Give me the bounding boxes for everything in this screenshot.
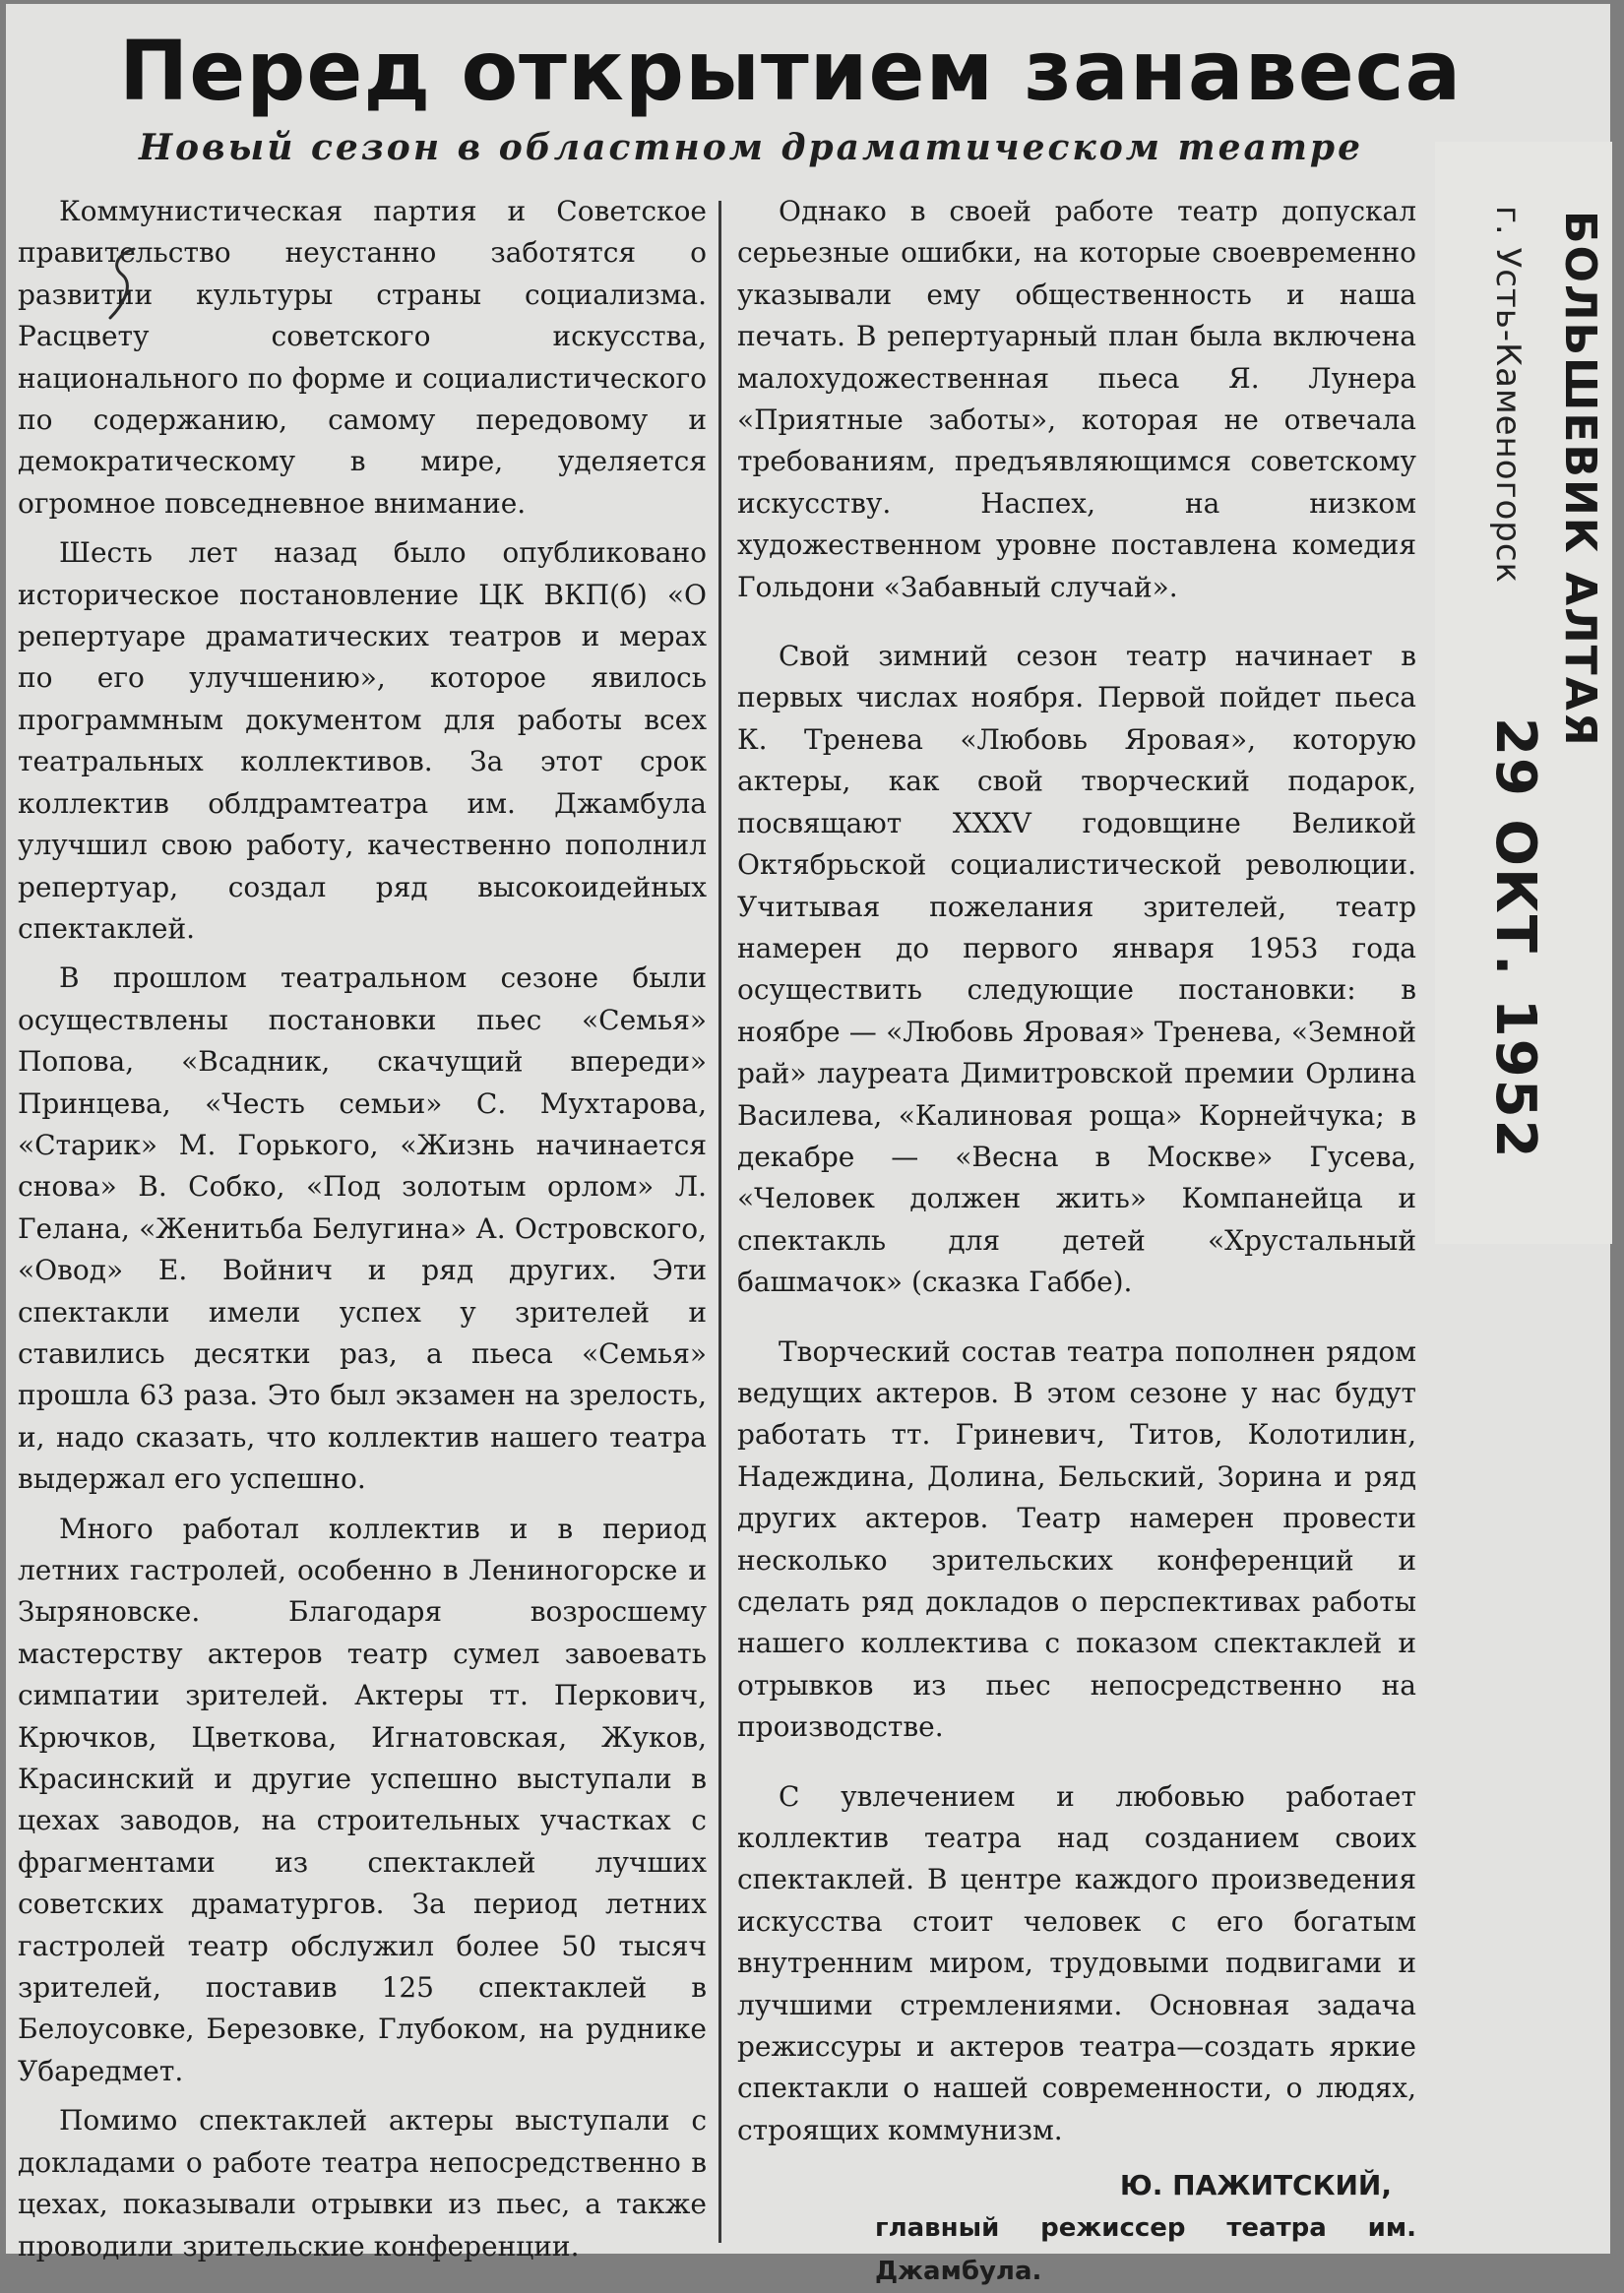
stamp-date: 29 ОКТ. 1952 — [1483, 717, 1547, 1160]
right-paragraph-4: С увлечением и любовью работает коллектив театра над созданием своих спектаклей. В центре каждого произведения искусства стоит человек с его богатым внутренним миром, трудовыми подвигами и лучшими стремлениями. Основная задача режиссуры и актеров театра—создать яркие спектакли о нашей современности, о людях, строящих коммунизм. — [737, 1779, 1416, 2146]
article-left-column — [18, 191, 707, 2275]
left-paragraph-3: В прошлом театральном сезоне были осуществлены постановки пьес «Семья» Попова, «Всадник, скачущий впереди» Принцева, «Честь семьи» С. Мухтарова, «Старик» М. Горького, «Жизнь начинается снова» В. Собко, «Под золотым орлом» Л. Гелана, «Женитьба Белугина» А. Островского, «Овод» Е. Войнич и ряд других. Эти спектакли имели успех у зрителей и ставились десятки раз, а пьеса «Семья» прошла 63 раза. Это был экзамен на зрелость, и, надо сказать, что коллектив нашего театра выдержал его успешно. — [18, 961, 707, 1496]
article-headline: Перед открытием занавеса — [119, 23, 1463, 119]
left-paragraph-2: Шесть лет назад было опубликовано историческое постановление ЦК ВКП(б) «О репертуаре драматических театров и мерах по его улучшению», которое явилось программным документом для работы всех театральных коллективов. За этот срок коллектив облдрамтеатра им. Джамбула улучшил свою работу, качественно пополнил репертуар, создал ряд высокоидейных спектаклей. — [18, 536, 707, 945]
right-paragraph-1: Однако в своей работе театр допускал серьезные ошибки, на которые своевременно указывали ему общественность и наша печать. В репертуарный план была включена малохудожественная пьеса Я. Лунера «Приятные заботы», которая не отвечала требованиям, предъявляющимся советскому искусству. Наспех, на низком художественном уровне поставлена комедия Гольдони «Забавный случай». — [737, 195, 1416, 603]
column-divider — [718, 201, 721, 2243]
newspaper-clipping — [6, 4, 1610, 2287]
stamp-city: г. Усть-Каменогорск — [1488, 206, 1528, 585]
article-subheadline: Новый сезон в областном драматическом театре — [139, 127, 1364, 168]
right-paragraph-3: Творческий состав театра пополнен рядом ведущих актеров. В этом сезоне у нас будут работать тт. Гриневич, Титов, Колотилин, Надеждина, Долина, Бельский, Зорина и ряд других актеров. Театр намерен провести несколько зрительских конференций и сделать ряд докладов о перспективах работы нашего коллектива с показом спектаклей и отрывков из пьес непосредственно на производстве. — [737, 1334, 1416, 1744]
newspaper-stamp — [1438, 206, 1615, 1200]
stamp-newspaper-name: БОЛЬШЕВИК АЛТАЯ — [1555, 211, 1605, 748]
author-name: Ю. ПАЖИТСКИЙ, — [1119, 2169, 1392, 2202]
pen-mark-icon — [104, 245, 144, 324]
left-paragraph-4: Много работал коллектив и в период летних гастролей, особенно в Лениногорске и Зыряновске. Благодаря возросшему мастерству актеров театр сумел завоевать симпатии зрителей. Актеры тт. Перкович, Крючков, Цветкова, Игнатовская, Жуков, Красинский и другие успешно выступали в цехах заводов, на строительных участках с фрагментами из спектаклей лучших советских драматургов. За период летних гастролей театр обслужил более 50 тысяч зрителей, поставив 125 спектаклей в Белоусовке, Березовке, Глубоком, на руднике Убаредмет. — [18, 1512, 707, 2087]
left-paragraph-1: Коммунистическая партия и Советское правительство неустанно заботятся о развитии культуры страны социализма. Расцвету советского искусства, национального по форме и социалистического по содержанию, самому передовому и демократическому в мире, уделяется огромное повседневное внимание. — [18, 195, 707, 520]
author-role: главный режиссер театра им. Джамбула. — [875, 2213, 1416, 2287]
left-paragraph-5: Помимо спектаклей актеры выступали с докладами о работе театра непосредственно в цехах, показывали отрывки из пьес, а также проводили зрительские конференции. — [18, 2104, 707, 2262]
article-right-column — [737, 191, 1416, 2293]
right-paragraph-2: Свой зимний сезон театр начинает в первых числах ноября. Первой пойдет пьеса К. Тренева «Любовь Яровая», которую актеры, как свой творческий подарок, посвящают XXXV годовщине Великой Октябрьской социалистической революции. Учитывая пожелания зрителей, театр намерен до первого января 1953 года осуществить следующие постановки: в ноябре — «Любовь Яровая» Тренева, «Земной рай» лауреата Димитровской премии Орлина Василева, «Калиновая роща» Корнейчука; в декабре — «Весна в Москве» Гусева, «Человек должен жить» Компанейца и спектакль для детей «Хрустальный башмачок» (сказка Габбе). — [737, 640, 1416, 1299]
